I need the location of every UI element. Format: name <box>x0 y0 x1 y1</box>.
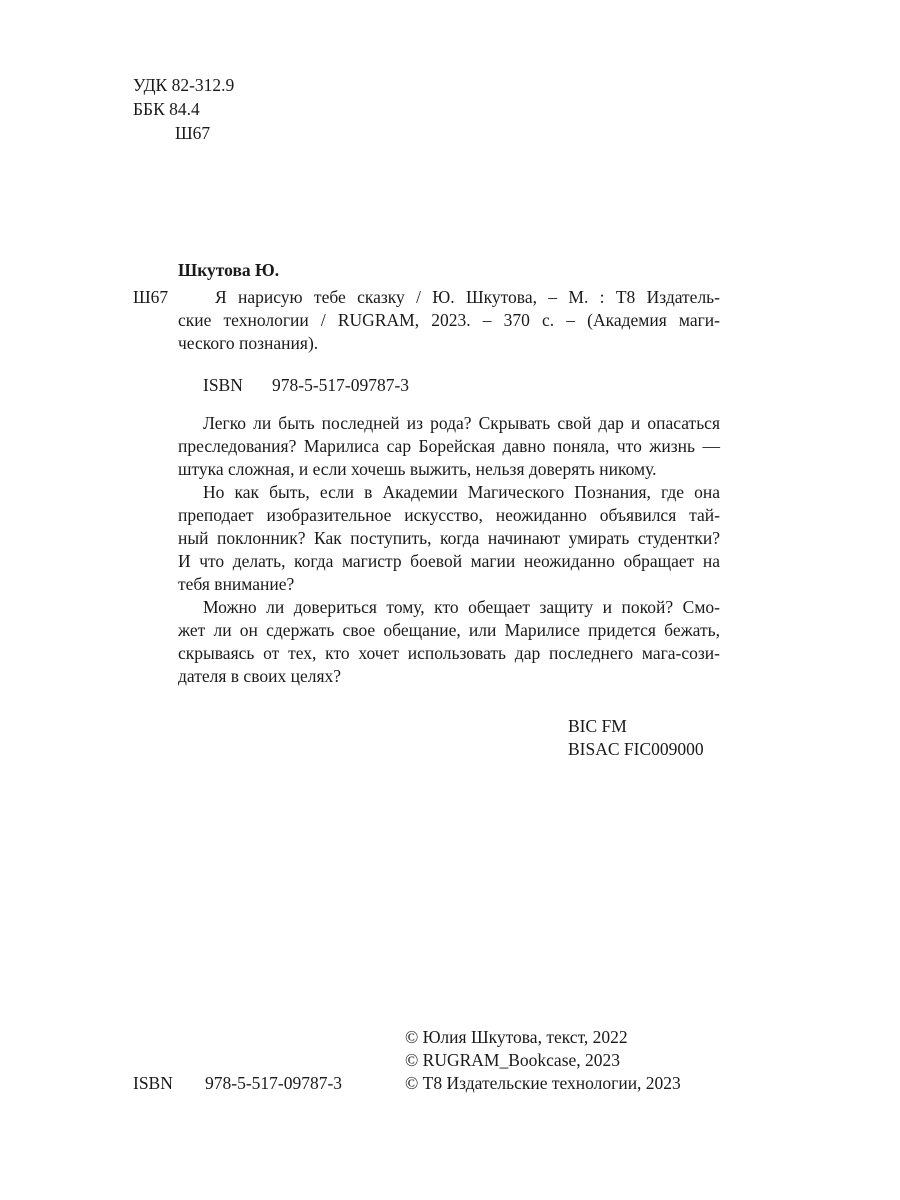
annotation <box>178 412 720 688</box>
annotation-p3-line: скрываясь от тех, кто хочет использовать дар последнего мага-сози- <box>178 643 720 663</box>
annotation-p3-line: дателя в своих целях? <box>178 666 342 686</box>
bic-code: BIC FM <box>568 716 627 736</box>
bib-title-line-1: Я нарисую тебе сказку / Ю. Шкутова, – М. : Т8 Издатель- <box>215 287 720 307</box>
annotation-p2-line: ный поклонник? Как поступить, когда начинают умирать студентки? <box>178 528 720 548</box>
copyright-line: © RUGRAM_Bookcase, 2023 <box>405 1050 621 1070</box>
udk-code: УДК 82-312.9 <box>133 75 235 95</box>
isbn-label: ISBN <box>203 375 243 395</box>
copyright-line: © Юлия Шкутова, текст, 2022 <box>405 1027 628 1047</box>
annotation-p1-line: преследования? Марилиса сар Борейская давно поняла, что жизнь — <box>178 436 720 456</box>
annotation-p2-line: тебя внимание? <box>178 574 295 594</box>
annotation-p1-line: Легко ли быть последней из рода? Скрывать свой дар и опасаться <box>203 413 720 433</box>
bisac-code: BISAC FIC009000 <box>568 739 704 759</box>
bbk-code: ББК 84.4 <box>133 99 200 119</box>
annotation-p2-line: преподает изобразительное искусство, неожиданно объявился тай- <box>178 505 720 525</box>
copyright-line: © Т8 Издательские технологии, 2023 <box>405 1073 681 1093</box>
annotation-p1-line: штука сложная, и если хочешь выжить, нельзя доверять никому. <box>178 459 657 479</box>
annotation-p3-line: жет ли он сдержать свое обещание, или Марилисе придется бежать, <box>178 620 720 640</box>
annotation-p3-line: Можно ли довериться тому, кто обещает защиту и покой? Смо- <box>203 597 720 617</box>
bib-mark: Ш67 <box>133 287 169 307</box>
bib-title-line-3: ческого познания). <box>178 333 319 353</box>
footer-isbn-value: 978-5-517-09787-3 <box>205 1073 343 1093</box>
author-mark: Ш67 <box>175 123 211 143</box>
annotation-p2-line: И что делать, когда магистр боевой магии неожиданно обращает на <box>178 551 720 571</box>
bib-title-line-2: ские технологии / RUGRAM, 2023. – 370 с. – (Академия маги- <box>178 310 720 330</box>
isbn-value: 978-5-517-09787-3 <box>272 375 410 395</box>
bib-author: Шкутова Ю. <box>178 260 280 280</box>
footer-isbn-label: ISBN <box>133 1073 173 1093</box>
annotation-p2-line: Но как быть, если в Академии Магического Познания, где она <box>203 482 720 502</box>
